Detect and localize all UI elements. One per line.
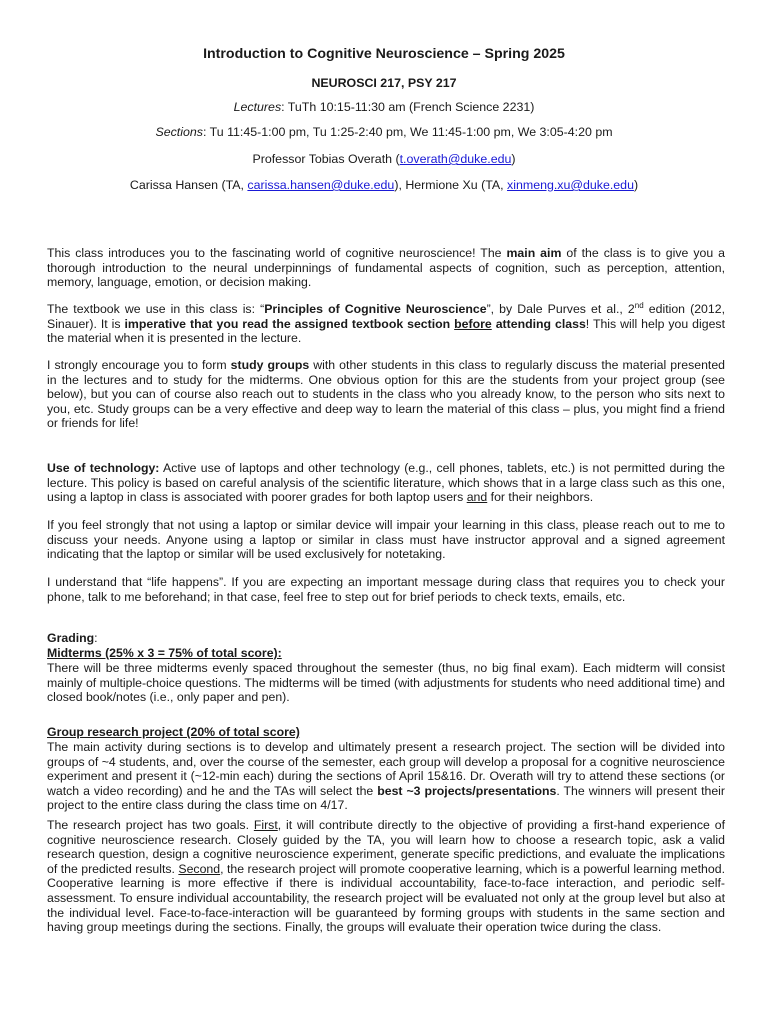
intro-paragraph-3 [47,358,725,431]
lectures-text: : TuTh 10:15-11:30 am (French Science 2231) [281,100,535,114]
technology-paragraph-2: If you feel strongly that not using a laptop or similar device will impair your learning in this class, please reach out to me to discuss your needs. Anyone using a laptop or similar in class must have instructor approval and a signed agreement indicating that the laptop or similar will be used exclusively for notetaking. [47,518,725,562]
grading-label: Grading [47,631,95,645]
project-heading [47,725,725,740]
underline: First [253,818,278,832]
course-codes: NEUROSCI 217, PSY 217 [311,76,457,90]
emphasis: study groups [230,358,310,372]
professor-suffix: ) [511,152,516,166]
text: The main activity during sections is to develop and ultimately present a research project. The section will be divided into groups of ~4 students, and, over the course of the semester, each group will develop a proposal for a cognitive neuroscience experiment and present it (~12-min each) during the sections of April 15&16. Dr. Overath will try to attend these sections (or watch a video recording) and he and the TAs will select the [47,740,725,798]
text: ! This will help you digest the material when it is presented in the lecture. [47,316,725,346]
midterms-paragraph: There will be three midterms evenly spaced throughout the semester (thus, no big final exam). Each midterm will consist mainly of multiple-choice questions. The midterms will be timed (with adjustments for students who need additional time) and closed book/notes (i.e., only paper and pen). [47,661,725,705]
professor-email-link[interactable]: t.overath@duke.edu [399,152,512,166]
project-paragraph-1 [47,740,725,813]
text: Active use of laptops and other technology (e.g., cell phones, tablets, etc.) is not permitted during the lecture. This policy is based on careful analysis of the scientific literature, which shows that in a large class such as this one, using a laptop in class is associated with poorer grades for both laptop users [47,461,725,505]
sections-label: Sections [155,125,203,139]
professor-line [0,152,768,167]
text: : [94,631,98,645]
ta1-name: Carissa Hansen (TA, [129,178,248,192]
project-title: Group research project (20% of total score) [47,725,300,739]
ta2-suffix: ) [633,178,639,192]
text: with other students in this class to regularly discuss the material presented in the lectures and to study for the midterms. One obvious option for this are the students from your project group (see below), but you can of course also reach out to students in the class who you already know, to the person who sits next to you, etc. Study groups can be a very effective and deep way to learn the material of this class – plus, you might find a friend or friends for life! [47,358,725,431]
lectures-line [0,100,768,115]
page-title: Introduction to Cognitive Neuroscience – Spring 2025 [203,46,565,62]
sections-line [0,125,768,140]
text: , the research project will promote cooperative learning, which is a powerful learning method. Cooperative learning is more effective if there is individual accountability, face-to-face interaction, and periodic self-assessment. To ensure individual accountability, the research project will be evaluated not only at the group level but also at the individual level. Face-to-face-interaction will be guaranteed by forming groups with students in the same section and having group meetings during the sections. Finally, the groups will evaluate their operation twice during the class. [47,861,725,935]
text: The textbook we use in this class is: “ [47,302,265,316]
emphasis-underline: before [454,316,492,331]
midterms-heading [47,646,725,661]
lectures-label: Lectures [233,100,282,114]
superscript: nd [634,300,644,310]
text: for their neighbors. [487,490,594,505]
text: edition (2012, Sinauer). It is [47,302,725,331]
technology-paragraph-1 [47,461,725,505]
emphasis: imperative that you read the assigned textbook section [124,316,455,331]
text: I strongly encourage you to form [47,358,231,372]
intro-paragraph-1 [47,246,725,290]
intro-paragraph-2 [47,302,725,346]
ta2-email-link[interactable]: xinmeng.xu@duke.edu [507,178,634,192]
underline: Second [178,861,221,876]
text: This class introduces you to the fascinating world of cognitive neuroscience! The [47,246,507,260]
project-paragraph-2 [47,818,725,935]
grading-heading [47,631,725,646]
text: of the class is to give you a thorough introduction to the neural underpinnings of fundamental aspects of cognition, such as perception, attention, memory, language, emotion, or decision making. [47,246,726,290]
ta1-email-link[interactable]: carissa.hansen@duke.edu [247,178,395,192]
underline: and [466,490,488,505]
text: , it will contribute directly to the objective of providing a first-hand experience of cognitive neuroscience research. Closely guided by the TA, you will learn how to choose a research topic, ask a valid research question, design a cognitive neuroscience experiment, generate specific predictions, and evaluate the implications of the predicted results. [47,818,725,876]
ta2-name: ), Hermione Xu (TA, [394,178,508,192]
text: ”, by Dale Purves et al., 2 [486,302,635,316]
emphasis: main aim [506,246,562,260]
emphasis: best ~3 projects/presentations [377,783,557,798]
technology-paragraph-3: I understand that “life happens”. If you are expecting an important message during class that requires you to check your phone, talk to me beforehand; in that case, feel free to step out for brief periods to check texts, emails, etc. [47,575,725,604]
professor-name: Professor Tobias Overath ( [252,152,400,166]
textbook-title: Principles of Cognitive Neuroscience [264,302,487,316]
emphasis: attending class [491,316,586,331]
midterms-title: Midterms (25% x 3 = 75% of total score): [47,646,282,660]
text: The research project has two goals. [47,818,254,832]
section-label: Use of technology: [47,461,160,475]
text: . The winners will present their project to the entire class during the class time on 4/17. [47,783,725,813]
sections-text: : Tu 11:45-1:00 pm, Tu 1:25-2:40 pm, We 11:45-1:00 pm, We 3:05-4:20 pm [202,125,613,139]
ta-line [0,178,768,193]
